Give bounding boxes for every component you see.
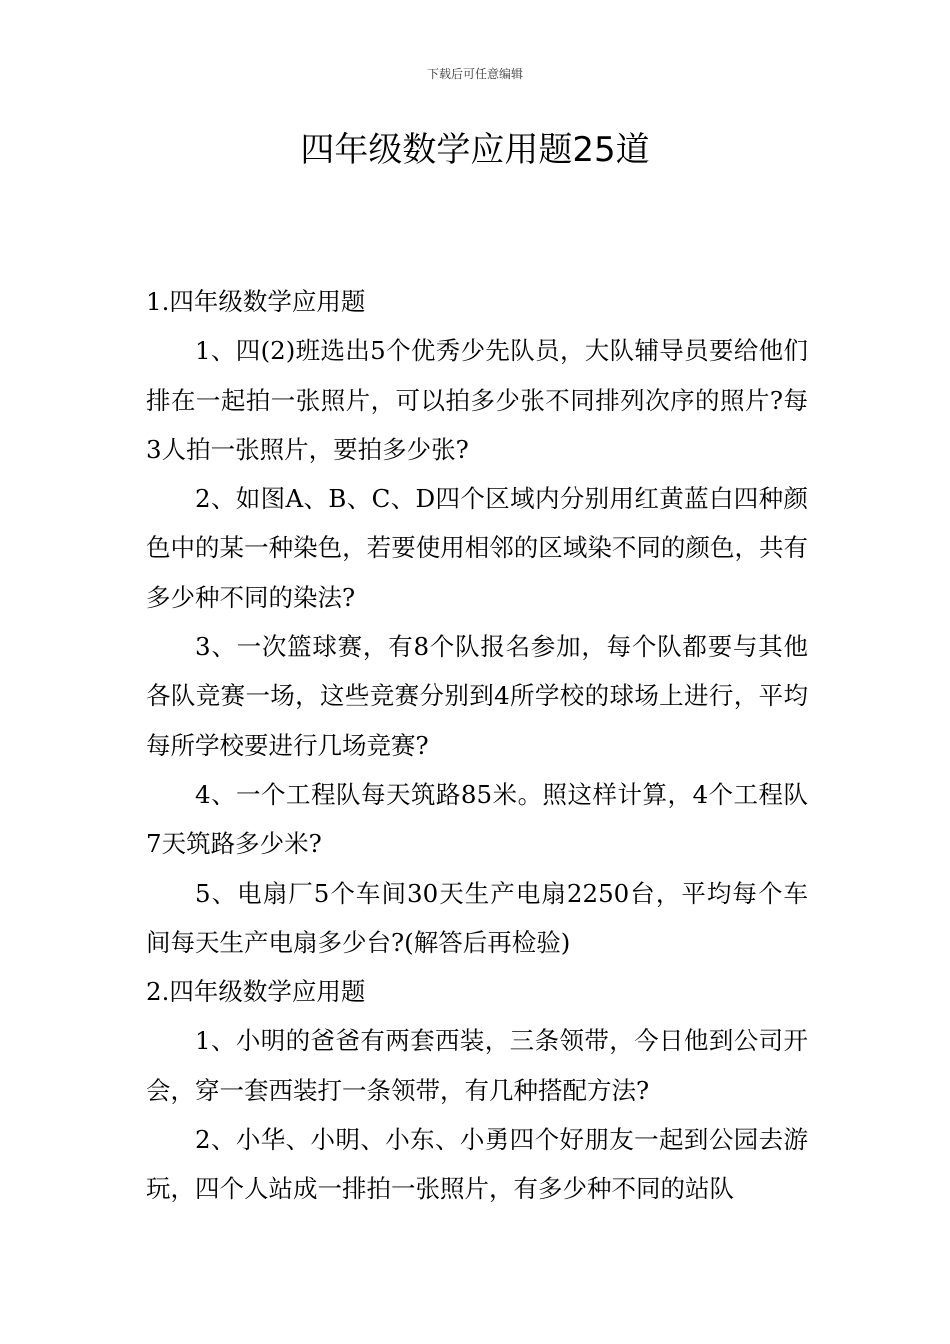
page-header-note: 下载后可任意编辑 bbox=[426, 67, 523, 81]
question-item: 2、小华、小明、小东、小勇四个好朋友一起到公园去游玩，四个人站成一排拍一张照片，有多少种不同的站队 bbox=[146, 1125, 808, 1204]
question-item: 1、小明的爸爸有两套西装，三条领带，今日他到公司开会，穿一套西装打一条领带，有几种搭配方法? bbox=[146, 1026, 808, 1105]
question-item: 3、一次篮球赛，有8个队报名参加，每个队都要与其他各队竞赛一场，这些竞赛分别到4所学校的球场上进行，平均每所学校要进行几场竞赛? bbox=[146, 632, 808, 760]
document-title: 四年级数学应用题25道 bbox=[300, 130, 650, 170]
section-heading: 2.四年级数学应用题 bbox=[146, 977, 366, 1007]
question-item: 5、电扇厂5个车间30天生产电扇2250台，平均每个车间每天生产电扇多少台?(解答后再检验) bbox=[146, 878, 808, 957]
question-item: 4、一个工程队每天筑路85米。照这样计算，4个工程队7天筑路多少米? bbox=[146, 779, 808, 859]
question-item: 2、如图A、B、C、D四个区域内分别用红黄蓝白四种颜色中的某一种染色，若要使用相邻的区域染不同的颜色，共有多少种不同的染法? bbox=[146, 484, 808, 612]
section-2 bbox=[146, 967, 808, 1213]
question-item: 1、四(2)班选出5个优秀少先队员，大队辅导员要给他们排在一起拍一张照片，可以拍多少张不同排列次序的照片?每3人拍一张照片，要拍多少张? bbox=[146, 336, 808, 464]
section-1 bbox=[146, 277, 808, 967]
document-body bbox=[146, 277, 808, 1214]
section-heading: 1.四年级数学应用题 bbox=[146, 287, 366, 316]
